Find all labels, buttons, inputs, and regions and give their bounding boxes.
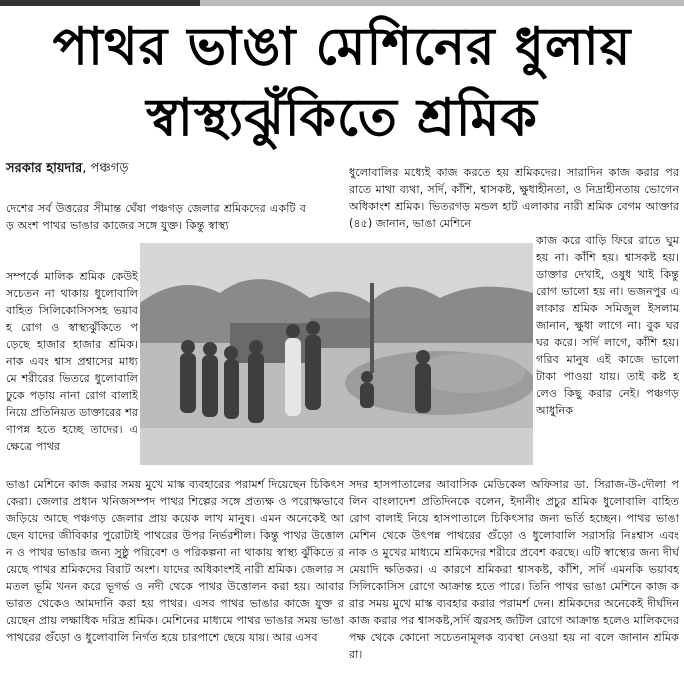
- byline: [6, 160, 129, 178]
- body-paragraph-left-bottom: ভাঙা মেশিনে কাজ করার সময় মুখে মাস্ক ব্যবহারের পরামর্শ দিয়েছেন চিকিৎসকেরা। জেলার প্রধান খনিজসম্পদ পাথর শিল্পের সঙ্গে প্রত্যক্ষ ও পরোক্ষভাবে জড়িয়ে আছে পঞ্চগড় জেলার প্রায় কয়েক লাখ মানুষ। এমন অনেকেই আছেন যাদের জীবিকার পুরোটাই পাথরের উপর নির্ভরশীল। কিন্তু পাথর উত্তোলন ও পাথর ভাঙার জন্য সুষ্ঠু পরিবেশ ও পরিকল্পনা না থাকায় স্বাস্থ্য ঝুঁকিতে রয়েছে পাথর শ্রমিকদের বিরাট অংশ। যাদের অধিকাংশই নারী শ্রমিক। জেলার সমতল ভূমি খনন করে ভূগর্ভ ও নদী থেকে পাথর উত্তোলন করা হয়। আবার ভারত থেকেও আমদানি করা হয় পাথর। এসব পাথর ভাঙার কাজে যুক্ত রয়েছেন প্রায় লক্ষাধিক দরিদ্র শ্রমিক। মেশিনের মাধ্যমে পাথর ভাঙার সময় ভাঙা পাথরের গুঁড়ো ও ধুলোবালি নির্গত হয়ে চারপাশে ছেয়ে যায়। আর এসব: [6, 478, 344, 644]
- body-paragraph-right-wrap: কাজ করে বাড়ি ফিরে রাতে ঘুম হয় না। কাঁশি হয়। শ্বাসকষ্ট হয়। ডাক্তার দেখাই, ওষুধ খাই কিন্তু রোগ ভালো হয় না। ভজনপুর এলাকার শ্রমিক সমিজুল ইসলাম জানান, ক্ষুধা লাগে না। বুক ঘর ঘর করে। সর্দি লাগে, কাঁশি হয়। গরিব মানুষ এই কাজে ভালো টাকা পাওয়া যায়। তাই কষ্ট হলেও কিছু করার নেই। পঞ্চগড় আধুনিক: [536, 234, 679, 417]
- photo-pole: [370, 283, 374, 373]
- body-paragraph-left-top: দেশের সর্ব উত্তরের সীমান্ত ঘেঁষা পঞ্চগড় জেলার শ্রমিকদের একটি বড় অংশ পাথর ভাঙার কাজের সঙ্গে যুক্ত। কিন্তু স্বাস্থ্য: [6, 202, 306, 232]
- photo-stone-pile-top: [415, 353, 525, 393]
- headline-line-2: স্বাস্থ্যঝুঁকিতে শ্রমিক: [146, 88, 538, 148]
- photo-foreground: [140, 428, 533, 465]
- body-paragraph-right-bottom: সদর হাসপাতালের আবাসিক মেডিকেল অফিসার ডা. সিরাজ-উ-দৌলা পলিন বাংলাদেশ প্রতিদিনকে বলেন, ইদানীং প্রচুর শ্রমিক ধুলোবালি বাহিত রোগ বালাই নিয়ে হাসপাতালে চিকিৎসার জন্য ভর্তি হচ্ছেন। পাথর ভাঙা মেশিন থেকে উৎপন্ন পাথরের গুঁড়ো ও ধুলোবালি সরাসরি নিঃশ্বাস এবং নাক ও মুখের মাধ্যমে শ্রমিকদের শরীরে প্রবেশ করছে। এটি স্বাস্থ্যের জন্য দীর্ঘমেয়াদি ক্ষতিকর। এ কারণে শ্রমিকরা শ্বাসকষ্ট, কাঁশি, সর্দি এমনকি ভয়াবহ সিলিকোসিস রোগে আক্রান্ত হতে পারে। তিনি পাথর ভাঙা মেশিনে কাজ করার সময় মুখে মাস্ক ব্যবহার করার পরামর্শ দেন। শ্রমিকদের অনেকেই দীর্ঘদিন কাজ করার পর শ্বাসকষ্ট,সর্দি জ্বরসহ জটিল রোগে আক্রান্ত হলেও মালিকদের পক্ষ থেকে কোনো সচেতনামূলক ব্যবস্থা নেওয়া হয় না বলে জানান শ্রমিকরা।: [349, 478, 679, 661]
- byline-author: সরকার হায়দার: [6, 161, 83, 176]
- body-paragraph-left-wrap: সম্পর্কে মালিক শ্রমিক কেউই সচেতন না থাকায় ধুলোবালি বাহিত সিলিকোসিসসহ ভয়াবহ রোগ ও স্বাস্থ্যঝুঁকিতে পড়েছে হাজার হাজার শ্রমিক। নাক এবং শ্বাস প্রশ্বাসের মাধ্যমে শরীরের ভিতরে ধুলোবালি ঢুকে পড়ায় নানা রোগ বালাই নিয়ে প্রতিনিয়ত ডাক্তারের শরণাপন্ন হতে হচ্ছে তাদের। এ ক্ষেত্রে পাথর: [6, 270, 138, 453]
- body-paragraph-right-top: ধুলোবালির মধ্যেই কাজ করতে হয় শ্রমিকদের। সারাদিন কাজ করার পর রাতে মাথা ব্যথা, সর্দি, কাঁশি, শ্বাসকষ্ট, ক্ষুধাহীনতা, ও নিদ্রাহীনতায় ভোগেন অধিকাংশ শ্রমিক। ভিতরগড় মন্ডল হাট এলাকার নারী শ্রমিক বেগম আক্তার (৪৫) জানান, ভাঙা মেশিনে: [349, 166, 679, 230]
- news-photo: [140, 243, 533, 465]
- top-rule: [0, 0, 684, 6]
- stone-crushing-site-illustration: [140, 243, 533, 465]
- byline-location: , পঞ্চগড়: [82, 161, 129, 176]
- headline-line-1: পাথর ভাঙা মেশিনের ধুলায়: [52, 17, 632, 77]
